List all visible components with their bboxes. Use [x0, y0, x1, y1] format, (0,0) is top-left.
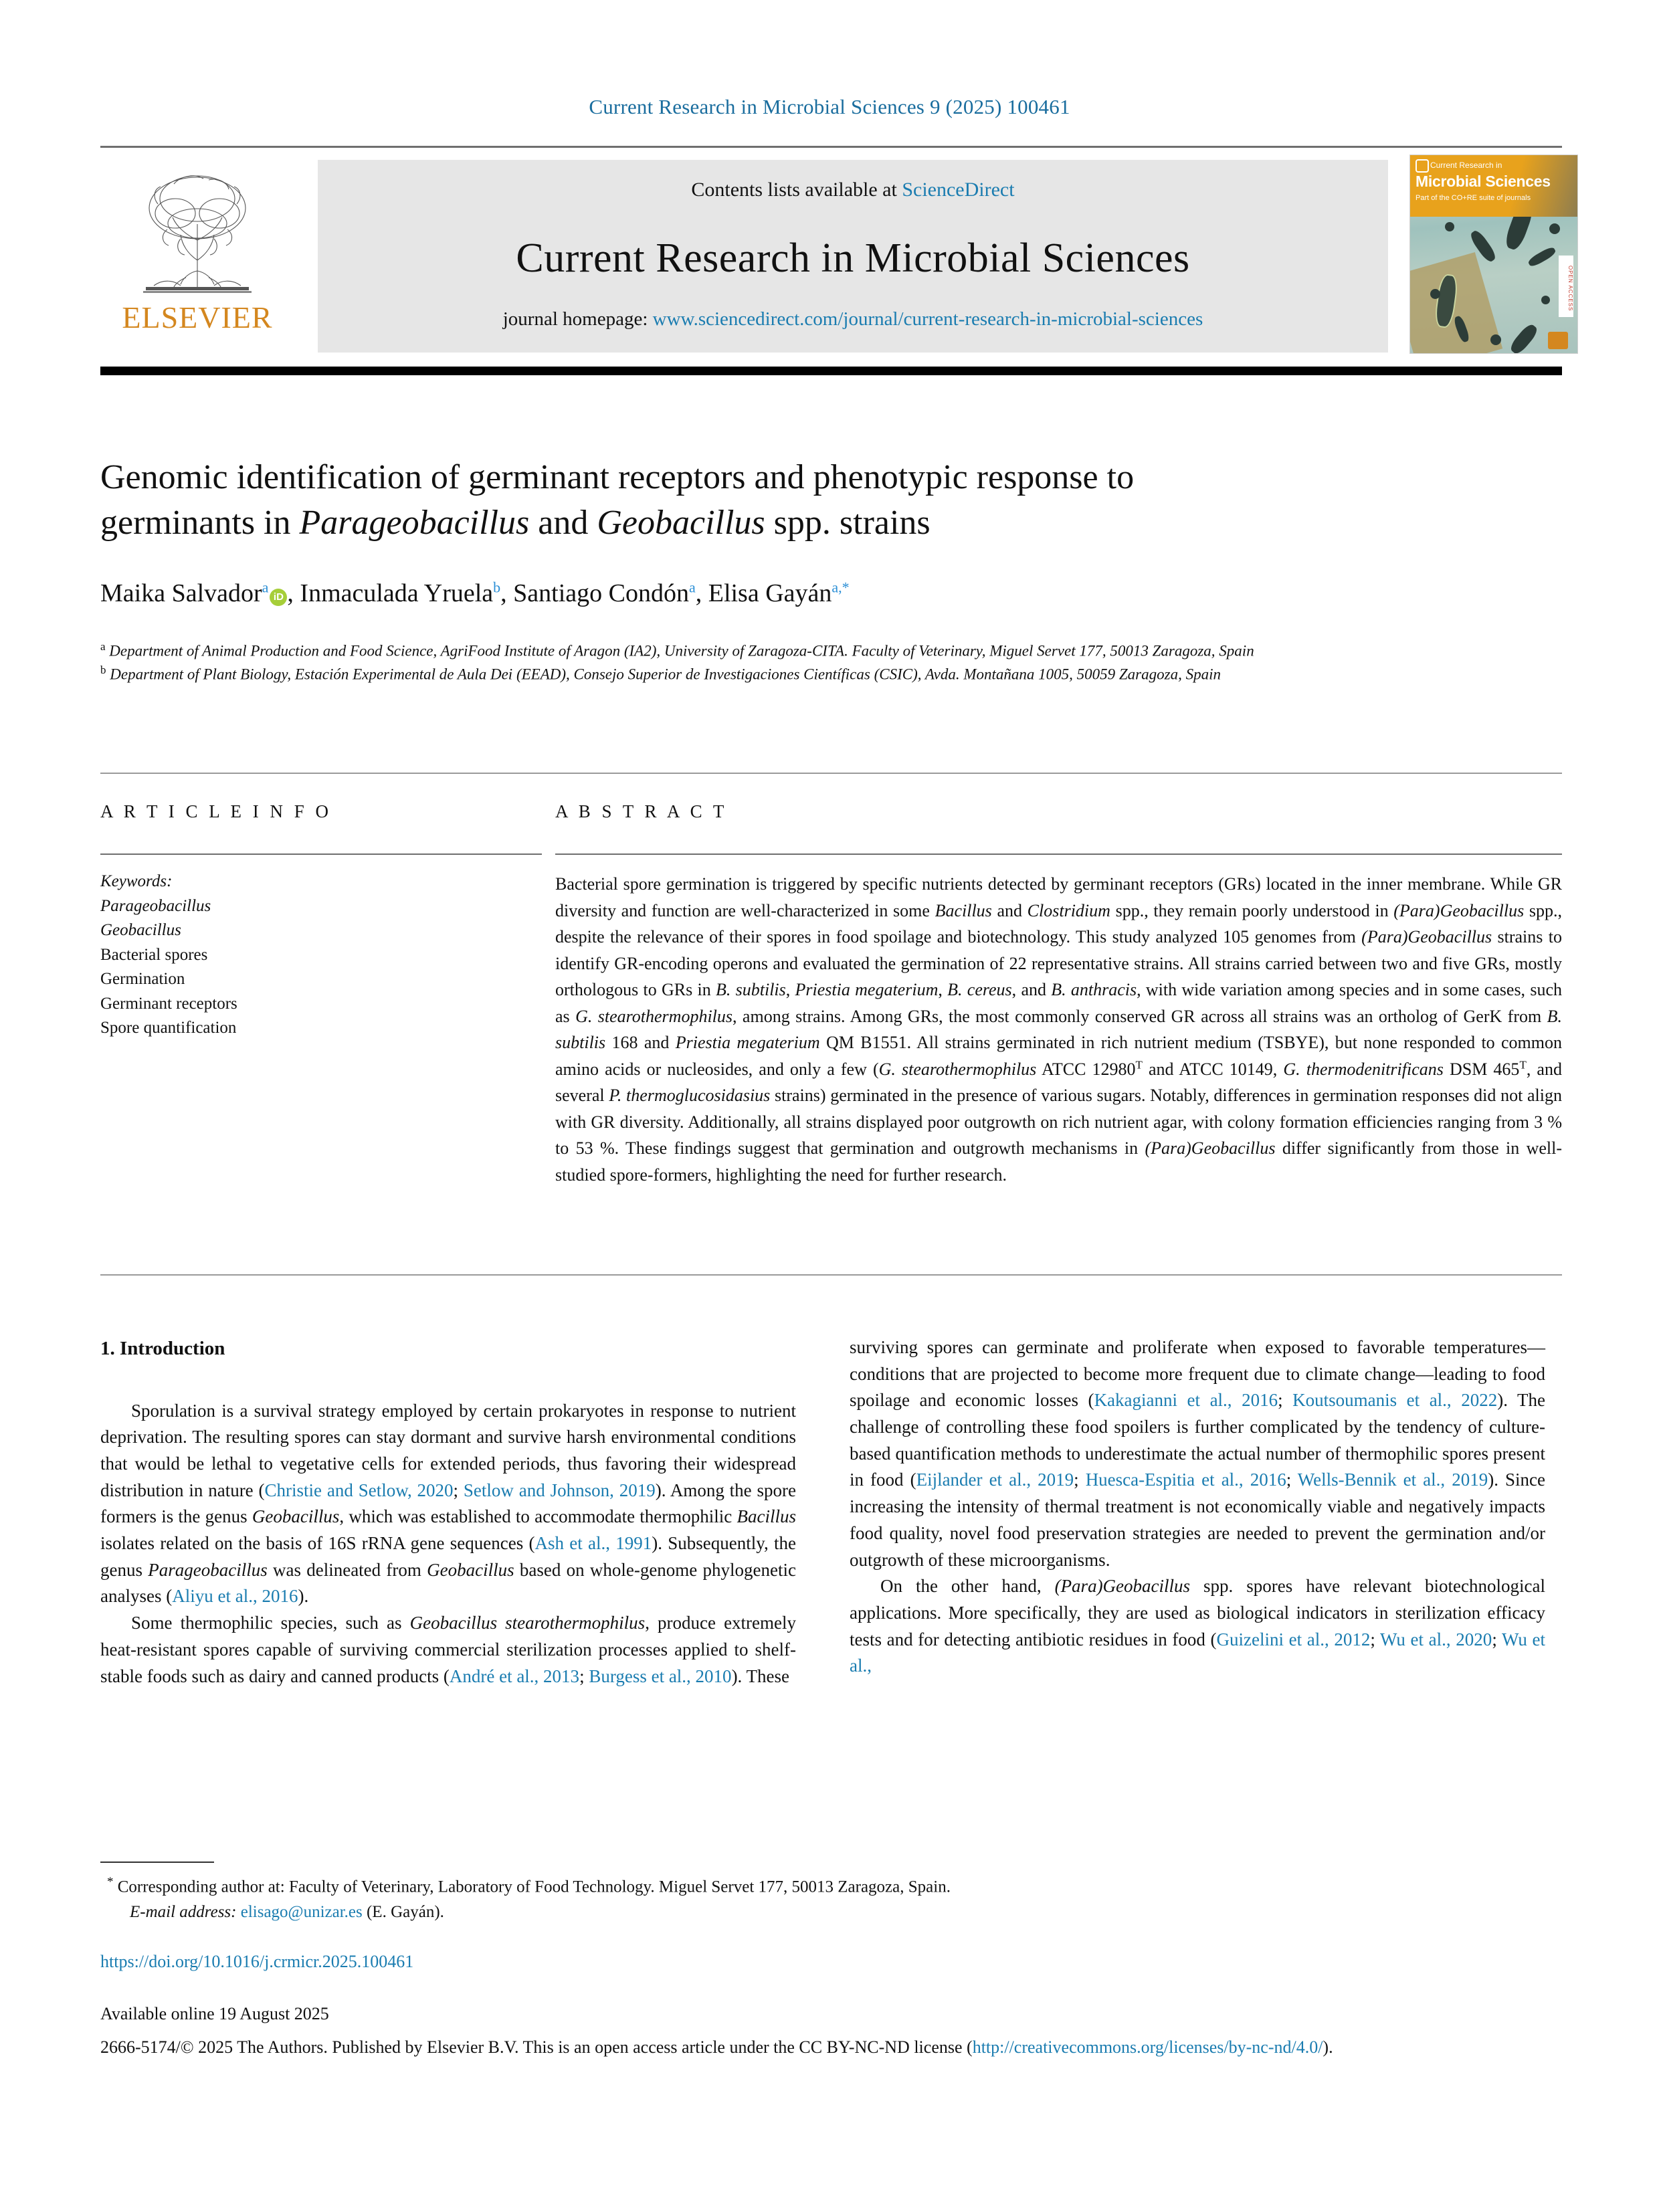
author-name: Elisa Gayán	[708, 579, 832, 607]
citation-link[interactable]: Kakagianni et al., 2016	[1094, 1390, 1278, 1411]
title-genus-geobacillus: Geobacillus	[597, 503, 765, 542]
journal-masthead	[100, 146, 1573, 355]
title-line-1: Genomic identification of germinant receptors and phenotypic response to	[100, 458, 1135, 496]
running-head: Current Research in Microbial Sciences 9 (2025) 100461	[589, 95, 1070, 118]
email-link[interactable]: elisago@unizar.es	[240, 1902, 363, 1921]
cover-bacillus-shape	[1508, 322, 1539, 354]
title-genus-parageobacillus: Parageobacillus	[299, 503, 530, 542]
title-line-2-post: spp. strains	[765, 503, 931, 542]
affiliation-text: Department of Animal Production and Food Science, AgriFood Institute of Aragon (IA2), University of Zaragoza-CITA. Faculty of Veterinary, Miguel Servet 177, 50013 Zaragoza, Spain	[109, 642, 1254, 660]
abstract-block	[555, 801, 1562, 1188]
keyword-item: Germinant receptors	[100, 994, 237, 1013]
title-line-2-mid: and	[529, 503, 597, 542]
paragraph: surviving spores can germinate and proliferate when exposed to favorable temperatures—conditions that are projected to become more frequent due to climate change—leading to food spoilage and economic losses (Kakagianni et al., 2016; Koutsoumanis et al., 2022). The challenge of controlling these food spoilers is further complicated by the tendency of culture-based quantification methods to underestimate the actual number of thermophilic spores present in food (Eijlander et al., 2019; Huesca-Espitia et al., 2016; Wells-Bennik et al., 2019). Since increasing the intensity of thermal treatment is not economically viable and negatively impacts food quality, novel food preservation strategies are needed to prevent the germination and/or outgrowth of these microorganisms.	[850, 1337, 1545, 1570]
cover-line3: Part of the CO+RE suite of journals	[1416, 194, 1531, 202]
citation-link[interactable]: Wu et al.,	[850, 1629, 1545, 1676]
copyright-pre: 2666-5174/© 2025 The Authors. Published by Elsevier B.V. This is an open access article under the CC BY-NC-ND license (	[100, 2037, 973, 2057]
contents-prefix: Contents lists available at	[691, 179, 902, 201]
copyright-notice	[100, 2034, 1411, 2060]
cover-virion-shape	[1445, 222, 1454, 231]
citation-link[interactable]: Wells-Bennik et al., 2019	[1297, 1470, 1488, 1490]
title-line-2-pre: germinants in	[100, 503, 300, 542]
keyword-item: Spore quantification	[100, 1019, 237, 1037]
journal-cover-thumbnail[interactable]	[1409, 155, 1578, 354]
cover-elsevier-mark	[1548, 332, 1568, 349]
author	[100, 579, 287, 607]
journal-homepage-link[interactable]: www.sciencedirect.com/journal/current-research-in-microbial-sciences	[652, 308, 1203, 330]
abstract-text: Bacterial spore germination is triggered by specific nutrients detected by germinant receptors (GRs) located in the inner membrane. While GR diversity and function are well-characterized in some Bacillus and Clostridium spp., they remain poorly understood in (Para)Geobacillus spp., despite the relevance of their spores in food spoilage and biotechnology. This study analyzed 105 genomes from (Para)Geobacillus strains to identify GR-encoding operons and evaluated the germination of 22 representative strains. All strains carried between two and five GRs, mostly orthologous to GRs in B. subtilis, Priestia megaterium, B. cereus, and B. anthracis, with wide variation among species and in some cases, such as G. stearothermophilus, among strains. Among GRs, the most commonly conserved GR across all strains was an ortholog of GerK from B. subtilis 168 and Priestia megaterium QM B1551. All strains germinated in rich nutrient medium (TSBYE), but none responded to common amino acids or nucleosides, and only a few (G. stearothermophilus ATCC $12980^T$ and ATCC 10149, G. thermodenitrificans DSM $465^T$, and several P. thermoglucosidasius strains) germinated in the presence of various sugars. Notably, differences in germination responses did not align with GR diversity. Additionally, all strains displayed poor outgrowth on rich nutrient agar, with colony formation efficiencies ranging from 3 % to 53 %. These findings suggest that germination and outgrowth mechanisms in (Para)Geobacillus differ significantly from those in well-studied spore-formers, highlighting the need for further research.	[555, 874, 1563, 1185]
cover-virion-shape	[1430, 289, 1440, 299]
page-title	[100, 455, 1385, 545]
cover-virion-shape	[1549, 223, 1560, 234]
author-affil-mark: a	[262, 579, 269, 596]
keyword-item: Germination	[100, 970, 185, 988]
citation-link[interactable]: Guizelini et al., 2012	[1216, 1629, 1371, 1649]
affiliation-mark: a	[100, 640, 106, 653]
license-link[interactable]: http://creativecommons.org/licenses/by-nc-nd/4.0/	[972, 2037, 1323, 2057]
elsevier-tree-icon	[134, 160, 261, 297]
cover-virion-shape	[1490, 334, 1501, 345]
citation-link[interactable]: Wu et al., 2020	[1380, 1629, 1492, 1649]
citation-link[interactable]: Huesca-Espitia et al., 2016	[1085, 1470, 1286, 1490]
section-divider-bottom	[100, 1274, 1562, 1276]
affiliation-text: Department of Plant Biology, Estación Experimental de Aula Dei (EEAD), Consejo Superior de Investigaciones Científicas (CSIC), Avda. Montañana 1005, 50059 Zaragoza, Spain	[110, 666, 1221, 683]
copyright-post: ).	[1323, 2037, 1333, 2057]
journal-homepage-line	[318, 308, 1388, 330]
masthead-panel	[318, 160, 1388, 353]
citation-link[interactable]: Koutsoumanis et al., 2022	[1292, 1390, 1498, 1411]
cover-line2: Microbial Sciences	[1416, 173, 1551, 190]
email-suffix: (E. Gayán).	[366, 1902, 444, 1921]
keyword-item: Bacterial spores	[100, 945, 208, 964]
citation-link[interactable]: Eijlander et al., 2019	[916, 1470, 1074, 1490]
cover-virion-shape	[1541, 296, 1550, 304]
author-name: Santiago Condón	[513, 579, 689, 607]
orcid-icon[interactable]: iD	[270, 589, 287, 606]
cover-bacillus-shape	[1527, 245, 1557, 268]
author-affil-mark: a,*	[832, 579, 850, 596]
available-online: Available online 19 August 2025	[100, 2004, 329, 2023]
author-name: Maika Salvador	[100, 579, 262, 607]
affiliation	[100, 639, 1411, 662]
body-column-right	[850, 1334, 1545, 1680]
author-list: Maika Salvador$^a$iD , Inmaculada Yruela$^b$, Santiago Condón$^a$, Elisa Gayán$^{a,*}$	[100, 579, 850, 607]
citation-link[interactable]: Aliyu et al., 2016	[172, 1586, 298, 1607]
affiliation-list	[100, 639, 1411, 686]
paragraph: On the other hand, (Para)Geobacillus spp. spores have relevant biotechnological applications. More specifically, they are used as biological indicators in sterilization efficacy tests and for detecting antibiotic residues in food (Guizelini et al., 2012; Wu et al., 2020; Wu et al.,	[850, 1576, 1545, 1676]
article-info-heading: A R T I C L E I N F O	[100, 801, 332, 821]
author	[513, 579, 696, 607]
journal-title: Current Research in Microbial Sciences	[516, 235, 1190, 281]
elsevier-wordmark: ELSEVIER	[122, 300, 273, 334]
keyword-item: Parageobacillus	[100, 896, 211, 915]
homepage-prefix: journal homepage:	[502, 308, 653, 330]
corresponding-text: Corresponding author at: Faculty of Veterinary, Laboratory of Food Technology. Miguel Servet 177, 50013 Zaragoza, Spain.	[117, 1878, 951, 1896]
cover-header-band	[1410, 155, 1577, 217]
author-affil-mark: a	[688, 579, 696, 596]
paragraph: Sporulation is a survival strategy employed by certain prokaryotes in response to nutrient deprivation. The resulting spores can stay dormant and survive harsh environmental conditions that would be lethal to vegetative cells for extended periods, thus favoring their widespread distribution in nature (Christie and Setlow, 2020; Setlow and Johnson, 2019). Among the spore formers is the genus Geobacillus, which was established to accommodate thermophilic Bacillus isolates related on the basis of 16S rRNA gene sequences (Ash et al., 1991). Subsequently, the genus Parageobacillus was delineated from Geobacillus based on whole-genome phylogenetic analyses (Aliyu et al., 2016).	[100, 1400, 797, 1607]
elsevier-logo	[107, 160, 288, 347]
section-divider-top	[100, 773, 1562, 774]
article-info-rule	[100, 853, 542, 855]
citation-link[interactable]: Ash et al., 1991	[534, 1533, 652, 1554]
affiliation	[100, 662, 1411, 686]
author	[708, 579, 850, 607]
cover-line1: Current Research in	[1430, 161, 1502, 170]
keywords-label: Keywords:	[100, 872, 173, 890]
cover-shape-decoration	[1409, 252, 1502, 354]
email-label: E-mail address:	[130, 1902, 237, 1921]
keyword-item: Geobacillus	[100, 921, 181, 939]
corresponding-star: *	[107, 1875, 114, 1889]
keywords-list	[100, 870, 542, 1041]
section-heading-introduction: 1. Introduction	[100, 1338, 225, 1359]
citation-link[interactable]: Setlow and Johnson, 2019	[463, 1480, 656, 1500]
abstract-rule	[555, 853, 1562, 855]
author-affil-mark: b	[493, 579, 501, 596]
article-info-block	[100, 801, 542, 1041]
contents-available-line	[318, 179, 1388, 201]
sciencedirect-link[interactable]: ScienceDirect	[902, 179, 1015, 201]
citation-link[interactable]: Christie and Setlow, 2020	[264, 1480, 454, 1500]
paragraph: Some thermophilic species, such as Geobacillus stearothermophilus, produce extremely heat-resistant spores capable of surviving commercial sterilization processes applied to shelf-stable foods such as dairy and canned products (André et al., 2013; Burgess et al., 2010). These	[100, 1613, 797, 1686]
citation-link[interactable]: Burgess et al., 2010	[589, 1666, 732, 1686]
footnote-rule	[100, 1862, 214, 1863]
masthead-bottom-rule	[100, 367, 1562, 375]
affiliation-mark: b	[100, 664, 106, 676]
doi-link[interactable]: https://doi.org/10.1016/j.crmicr.2025.100461	[100, 1952, 414, 1971]
author-name: Inmaculada Yruela	[300, 579, 494, 607]
body-column-left	[100, 1334, 796, 1690]
citation-link[interactable]: André et al., 2013	[449, 1666, 580, 1686]
author	[300, 579, 500, 607]
open-access-badge: OPEN ACCESS	[1559, 256, 1573, 317]
abstract-heading: A B S T R A C T	[555, 801, 728, 821]
corresponding-author-note	[100, 1873, 1411, 1924]
core-hexagon-icon	[1416, 159, 1429, 173]
